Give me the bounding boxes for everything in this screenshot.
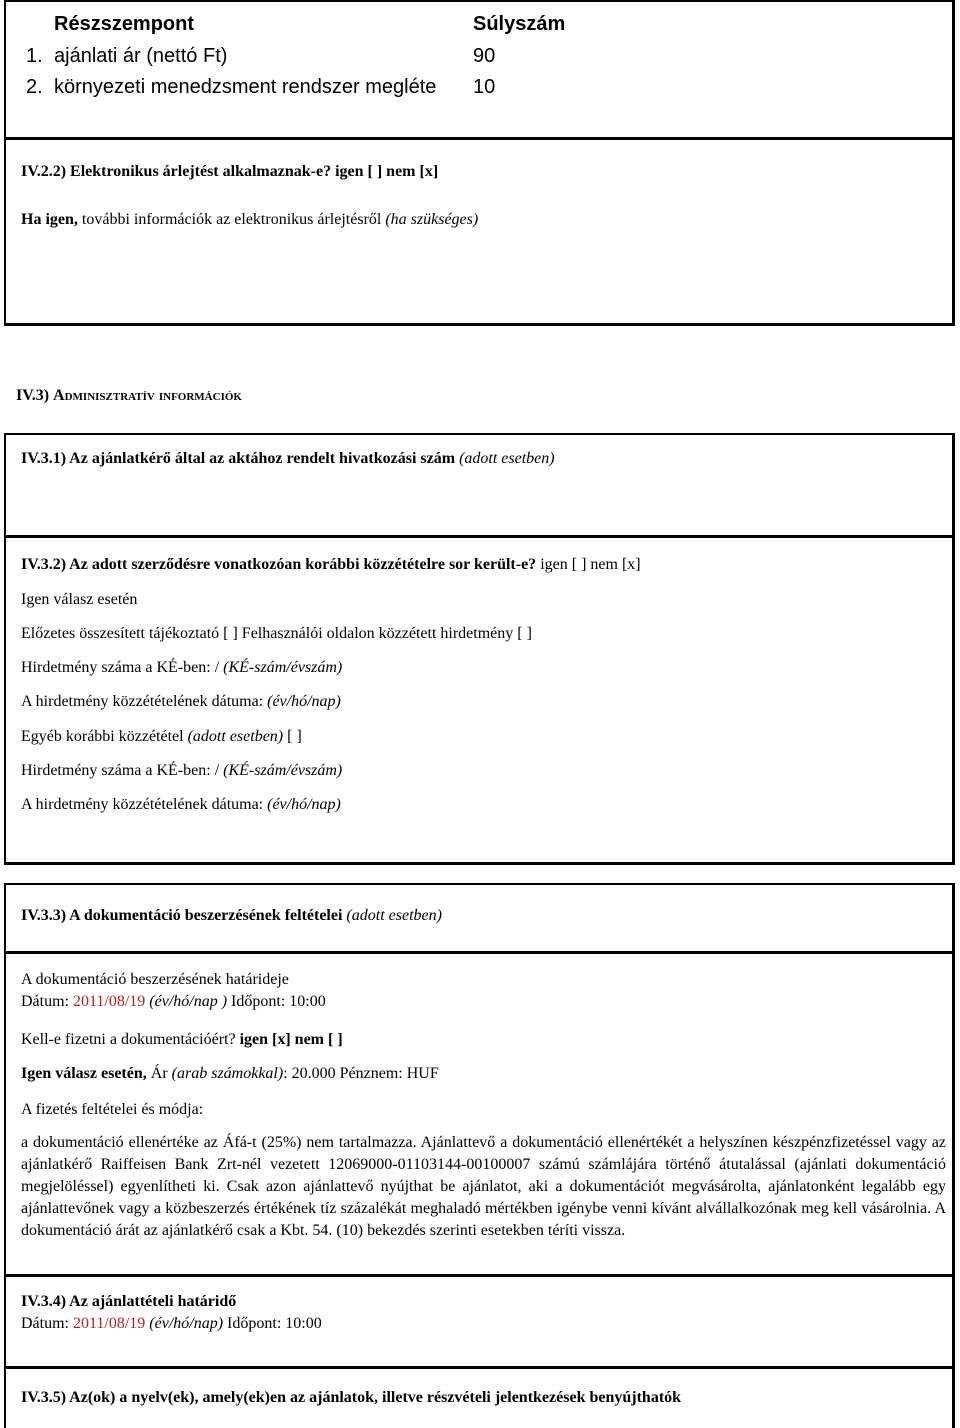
doc-price-hint: (arab számokkal) xyxy=(171,1065,284,1082)
criteria-row-2-weight: 10 xyxy=(473,76,496,98)
section-iv32-line-7-text: A hirdetmény közzétételének dátuma: xyxy=(21,796,268,813)
criteria-header-right: Súlyszám xyxy=(473,13,566,35)
section-iv32-line-3-text: Hirdetmény száma a KÉ-ben: / xyxy=(21,659,224,676)
section-iv32-line-6-text: Hirdetmény száma a KÉ-ben: / xyxy=(21,762,224,779)
section-iv22-info-bold: Ha igen, xyxy=(21,211,78,228)
section-iv32-line-4-text: A hirdetmény közzétételének dátuma: xyxy=(21,693,268,710)
section-iv32-title-bold: IV.3.2) Az adott szerződésre vonatkozóan korábbi közzétételre sor került-e? xyxy=(21,556,537,573)
section-iv22-info-text: további információk az elektronikus árlejtésről xyxy=(77,211,386,228)
doc-terms-text: a dokumentáció ellenértéke az Áfá-t (25%) nem tartalmazza. Ajánlattevő a dokumentáció ellenértékét a helyszínen készpénzfizetéssel vagy az ajánlatkérő Raiffeisen Bank Zrt-nél vezetett 12069000-01103144-00100007 számú számlájára történő átutalással (ajánlati dokumentáció megjelöléssel) egyenlítheti ki. Csak azon ajánlattevő nyújthat be ajánlatot, aki a dokumentációt megvásárolta, ajánlatonként legalább egy ajánlattevőnek vagy a közbeszerzés értékének tíz százalékát meghaladó mértékben igénybe venni kívánt alvállalkozónak meg kell vásárolnia. A dokumentáció árát az ajánlatkérő csak a Kbt. 54. (10) bekezdés szerinti esetekben téríti vissza. xyxy=(21,1134,946,1239)
section-iv33-title xyxy=(21,906,442,926)
section-iv31-title-hint: (adott esetben) xyxy=(455,450,555,467)
section-iv3-heading xyxy=(16,386,242,406)
section-iv3-title: Adminisztratív információk xyxy=(53,387,242,404)
section-iv32-title-tail: igen [ ] nem [x] xyxy=(536,556,641,573)
doc-payment-answer: igen [x] nem [ ] xyxy=(235,1031,343,1048)
section-iv22-info xyxy=(21,210,478,230)
section-iv33-title-bold: IV.3.3) A dokumentáció beszerzésének feltételei xyxy=(21,907,343,924)
deadline-time-value: 10:00 xyxy=(285,1315,322,1332)
doc-deadline-label: A dokumentáció beszerzésének határideje xyxy=(21,971,289,988)
section-iv32-line-5 xyxy=(21,727,302,747)
criteria-box xyxy=(4,0,955,140)
section-iv3-prefix: IV.3) xyxy=(16,387,54,404)
doc-time-label: Időpont: xyxy=(227,993,290,1010)
deadline-date-label: Dátum: xyxy=(21,1315,73,1332)
section-iv34-title: IV.3.4) Az ajánlattételi határidő xyxy=(21,1293,237,1310)
section-iv32-line-6-hint: (KÉ-szám/évszám) xyxy=(223,762,343,779)
section-iv34-datetime xyxy=(21,1314,322,1334)
section-iv32-line-5-hint: (adott esetben) xyxy=(187,728,284,745)
doc-price-line xyxy=(21,1064,439,1084)
doc-payment-question xyxy=(21,1030,343,1050)
section-iv32-line-3-hint: (KÉ-szám/évszám) xyxy=(223,659,343,676)
section-iv33-title-box xyxy=(4,883,955,954)
criteria-row-1-label: ajánlati ár (nettó Ft) xyxy=(54,45,228,67)
section-iv35-title: IV.3.5) Az(ok) a nyelv(ek), amely(ek)en az ajánlatok, illetve részvételi jelentkezések benyújthatók xyxy=(21,1389,682,1406)
section-iv32-line-2: Előzetes összesített tájékoztató [ ] Felhasználói oldalon közzétett hirdetmény [ ] xyxy=(21,625,532,642)
criteria-row-2-no: 2. xyxy=(26,76,43,98)
doc-price-label: Ár xyxy=(146,1065,172,1082)
doc-terms-label: A fizetés feltételei és módja: xyxy=(21,1101,204,1118)
section-iv32-line-4-hint: (év/hó/nap) xyxy=(267,693,341,710)
section-iv32-title xyxy=(21,555,641,575)
doc-price-value: : 20.000 xyxy=(283,1065,336,1082)
doc-currency: Pénznem: HUF xyxy=(335,1065,439,1082)
criteria-header-left: Részszempont xyxy=(54,13,195,35)
section-iv35-box xyxy=(4,1367,955,1428)
section-iv31-box xyxy=(4,433,955,538)
doc-time-value: 10:00 xyxy=(289,993,326,1010)
section-iv22-title: IV.2.2) Elektronikus árlejtést alkalmaznak-e? igen [ ] nem [x] xyxy=(21,163,439,180)
section-iv32-line-5-tail: [ ] xyxy=(283,728,302,745)
section-iv32-line-5-text: Egyéb korábbi közzététel xyxy=(21,728,188,745)
doc-date-label: Dátum: xyxy=(21,993,73,1010)
doc-payment-question-text: Kell-e fizetni a dokumentációért? xyxy=(21,1031,236,1048)
criteria-row-1-weight: 90 xyxy=(473,45,496,67)
section-iv32-line-7 xyxy=(21,795,341,815)
criteria-row-2-label: környezeti menedzsment rendszer megléte xyxy=(54,76,437,98)
section-iv34-box xyxy=(4,1275,955,1369)
doc-date-hint: (év/hó/nap ) xyxy=(145,993,228,1010)
deadline-time-label: Időpont: xyxy=(223,1315,286,1332)
section-iv32-line-7-hint: (év/hó/nap) xyxy=(267,796,341,813)
section-iv32-line-4 xyxy=(21,692,341,712)
doc-date-value: 2011/08/19 xyxy=(73,993,146,1010)
section-iv33-body-box xyxy=(4,952,955,1277)
section-iv32-line-3 xyxy=(21,658,342,678)
section-iv31-title xyxy=(21,449,555,469)
deadline-date-value: 2011/08/19 xyxy=(73,1315,146,1332)
criteria-row-1-no: 1. xyxy=(26,45,43,67)
section-iv32-line-1: Igen válasz esetén xyxy=(21,591,138,608)
doc-price-bold: Igen válasz esetén, xyxy=(21,1065,147,1082)
deadline-date-hint: (év/hó/nap) xyxy=(145,1315,224,1332)
section-iv33-title-hint: (adott esetben) xyxy=(342,907,442,924)
section-iv31-title-bold: IV.3.1) Az ajánlatkérő által az aktához rendelt hivatkozási szám xyxy=(21,450,456,467)
doc-deadline-datetime xyxy=(21,992,326,1012)
section-iv32-box xyxy=(4,536,955,865)
section-iv22-box xyxy=(4,138,955,326)
section-iv32-line-6 xyxy=(21,761,342,781)
section-iv22-info-hint: (ha szükséges) xyxy=(385,211,479,228)
